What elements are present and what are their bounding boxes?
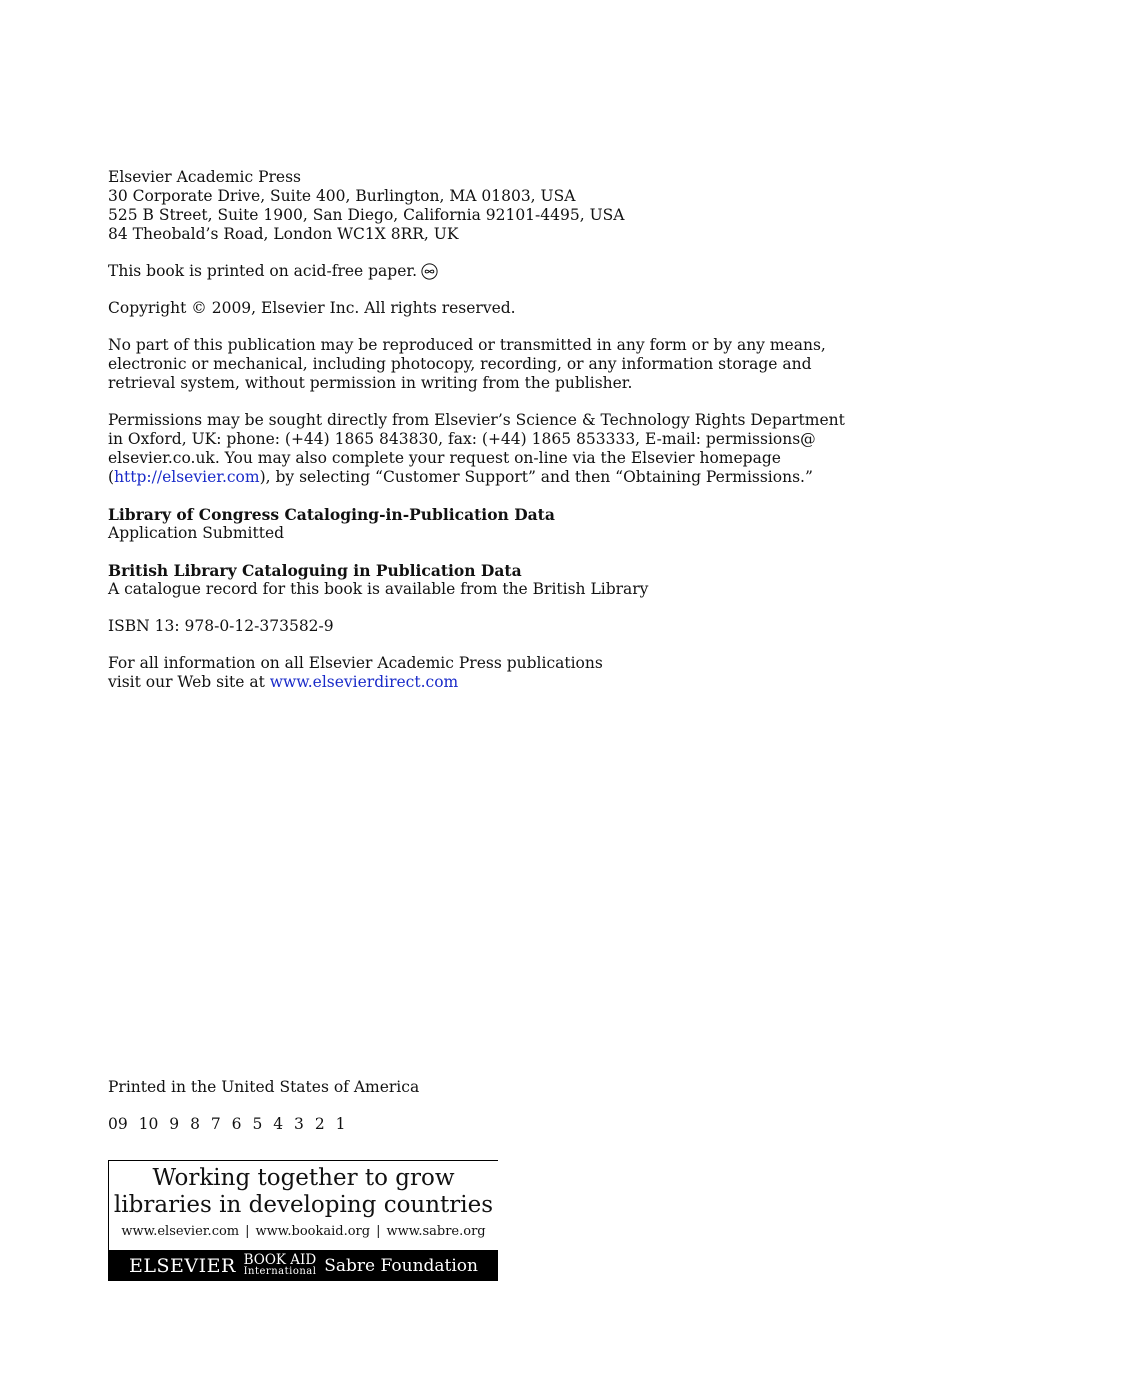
loc-heading: Library of Congress Cataloging-in-Publication Data [108,505,555,524]
rights-line: No part of this publication may be reproduced or transmitted in any form or by any means, [108,336,826,354]
rights-line: electronic or mechanical, including photocopy, recording, or any information storage and [108,355,812,373]
loc-text: Application Submitted [108,524,285,542]
permissions-suffix: ), by selecting “Customer Support” and then “Obtaining Permissions.” [259,468,813,486]
copyright-page-content [108,168,845,710]
british-library-block [108,561,788,599]
publisher-name: Elsevier Academic Press [108,168,302,186]
address-line: 525 B Street, Suite 1900, San Diego, California 92101-4495, USA [108,206,625,224]
permissions-notice [108,411,845,487]
permissions-line: elsevier.co.uk. You may also complete your request on-line via the Elsevier homepage [108,449,781,467]
infinity-circle-icon [421,263,438,280]
permissions-line: Permissions may be sought directly from Elsevier’s Science & Technology Rights Department [108,411,845,429]
elsevierdirect-link[interactable]: www.elsevierdirect.com [269,673,459,691]
banner-logo-bar [108,1250,498,1281]
banner-url-elsevier: www.elsevier.com [121,1224,240,1239]
acid-free-text: This book is printed on acid-free paper. [108,262,418,280]
acid-free-notice [108,262,788,281]
banner-url-bookaid: www.bookaid.org [255,1224,371,1239]
url-separator: | [376,1224,381,1239]
permissions-line: in Oxford, UK: phone: (+44) 1865 843830, fax: (+44) 1865 853333, E-mail: permissions@ [108,430,816,448]
print-number-line: 09 10 9 8 7 6 5 4 3 2 1 [108,1115,346,1133]
permissions-line [108,468,813,487]
banner-url-sabre: www.sabre.org [386,1224,486,1239]
book-aid-banner [108,1160,498,1281]
rights-notice [108,336,826,393]
website-info-block [108,654,788,692]
loc-cataloging-block [108,505,788,543]
printed-in: Printed in the United States of America [108,1078,420,1096]
elsevier-logo: ELSEVIER [129,1254,236,1277]
website-info-prefix: visit our Web site at [108,673,270,691]
rights-line: retrieval system, without permission in writing from the publisher. [108,374,633,392]
book-aid-logo [243,1251,317,1277]
banner-heading [109,1165,498,1219]
book-aid-logo-bottom: International [243,1265,317,1277]
banner-heading-line: Working together to grow [152,1165,455,1191]
address-line: 30 Corporate Drive, Suite 400, Burlington, MA 01803, USA [108,187,576,205]
banner-urls [109,1224,498,1239]
website-info-line: For all information on all Elsevier Academic Press publications [108,654,603,672]
british-library-heading: British Library Cataloguing in Publication Data [108,561,522,580]
british-library-text: A catalogue record for this book is available from the British Library [108,580,649,598]
permissions-prefix: ( [108,468,115,486]
sabre-foundation-logo: Sabre Foundation [324,1255,478,1276]
printing-info-block [108,1078,419,1134]
elsevier-homepage-link[interactable]: http://elsevier.com [114,468,260,486]
copyright-notice: Copyright © 2009, Elsevier Inc. All rights reserved. [108,299,516,317]
url-separator: | [245,1224,250,1239]
publisher-address-block [108,168,788,244]
website-info-line [108,673,788,692]
banner-heading-line: libraries in developing countries [113,1192,494,1218]
isbn: ISBN 13: 978-0-12-373582-9 [108,617,334,635]
address-line: 84 Theobald’s Road, London WC1X 8RR, UK [108,225,459,243]
book-aid-logo-top: BOOK AID [243,1251,317,1268]
